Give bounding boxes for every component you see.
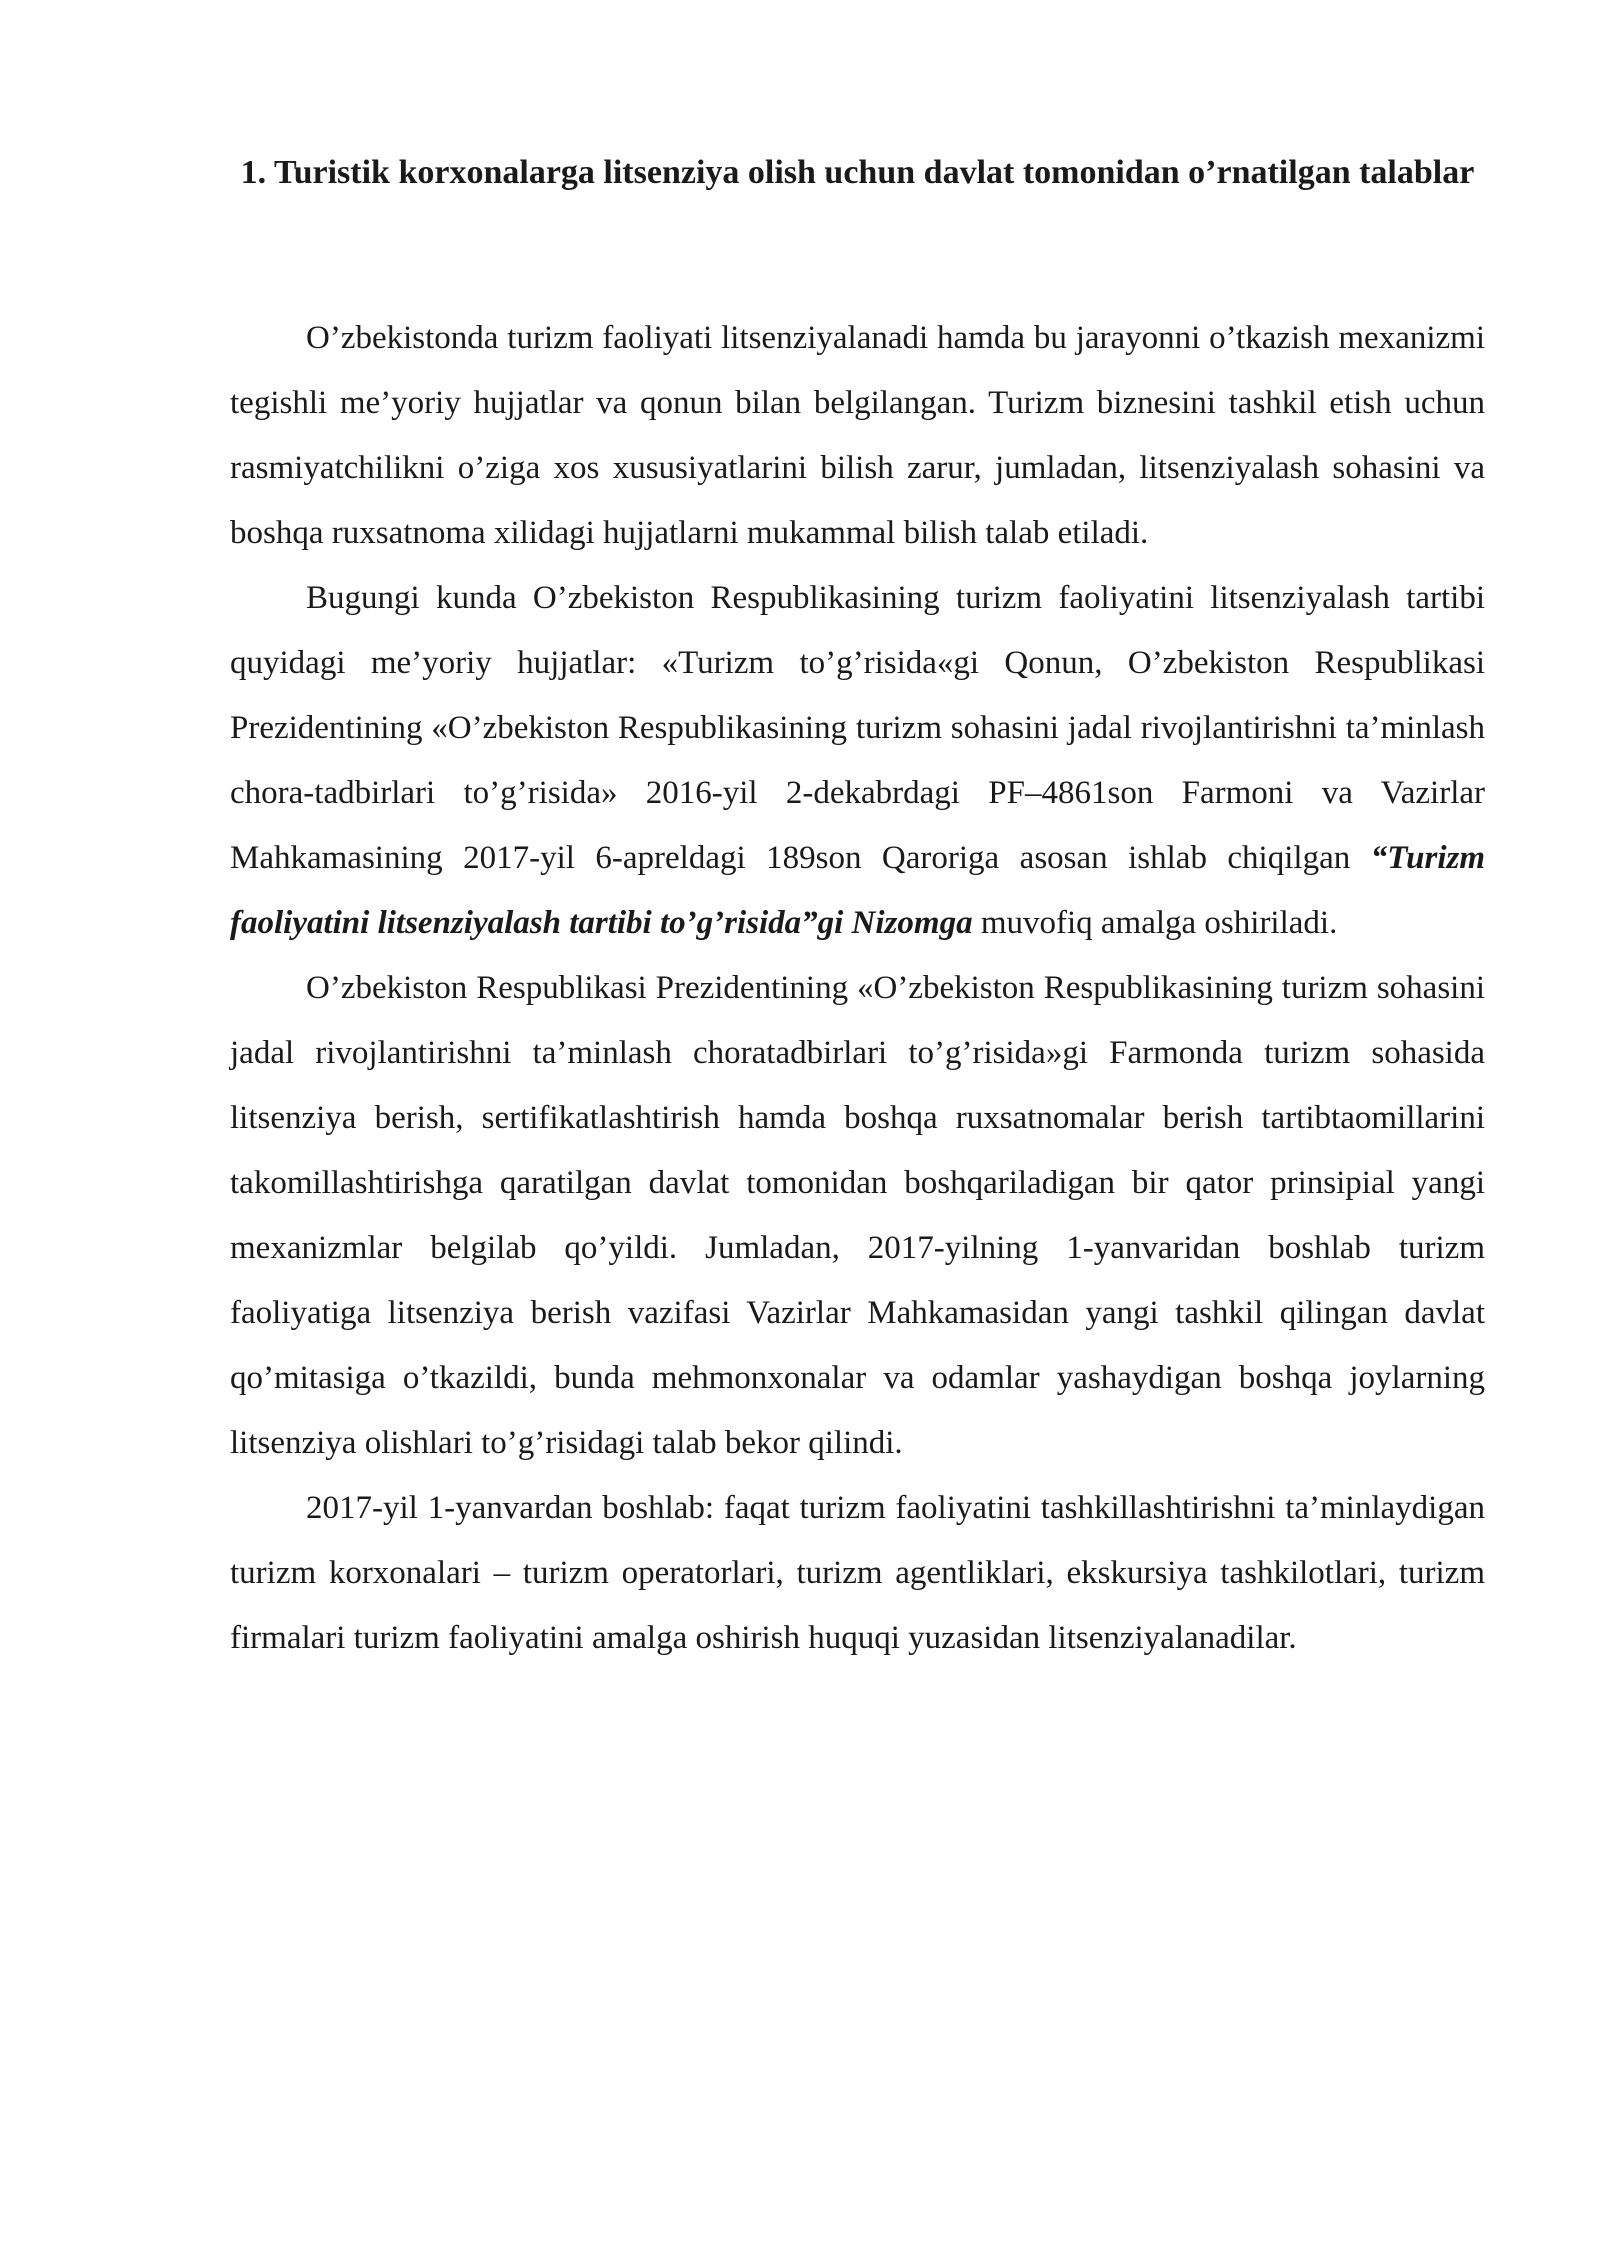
document-page	[230, 140, 1485, 1671]
regulation-title-emphasis: “Turizm faoliyatini litsenziyalash tartibi to’g’risida”gi Nizomga	[230, 840, 1485, 941]
paragraph-licensing-intro: O’zbekistonda turizm faoliyati litsenziyalanadi hamda bu jarayonni o’tkazish mexanizmi tegishli me’yoriy hujjatlar va qonun bilan belgilangan. Turizm biznesini tashkil etish uchun rasmiyatchilikni o’ziga xos xususiyatlarini bilish zarur, jumladan, litsenziyalash sohasini va boshqa ruxsatnoma xilidagi hujjatlarni mukammal bilish talab etiladi.	[230, 320, 1485, 551]
paragraph-legal-basis-ending: muvofiq amalga oshiriladi.	[972, 905, 1338, 941]
paragraph-licensed-entities: 2017-yil 1-yanvardan boshlab: faqat turizm faoliyatini tashkillashtirishni ta’minlaydigan turizm korxonalari – turizm operatorlari, turizm agentliklari, ekskursiya tashkilotlari, turizm firmalari turizm faoliyatini amalga oshirish huquqi yuzasidan litsenziyalanadilar.	[230, 1490, 1485, 1656]
document-body	[230, 306, 1485, 1671]
paragraph-legal-basis	[230, 566, 1485, 956]
section-heading: 1. Turistik korxonalarga litsenziya olish uchun davlat tomonidan o’rnatilgan talablar	[240, 154, 1475, 191]
paragraph-legal-basis-text: Bugungi kunda O’zbekiston Respublikasining turizm faoliyatini litsenziyalash tartibi quyidagi me’yoriy hujjatlar: «Turizm to’g’risida«gi Qonun, O’zbekiston Respublikasi Prezidentining «O’zbekiston Respublikasining turizm sohasini jadal rivojlantirishni ta’minlash chora-tadbirlari to’g’risida» 2016-yil 2-dekabrdagi PF–4861son Farmoni va Vazirlar Mahkamasining 2017-yil 6-apreldagi 189son Qaroriga asosan ishlab chiqilgan	[230, 580, 1485, 876]
paragraph-presidential-decree: O’zbekiston Respublikasi Prezidentining «O’zbekiston Respublikasining turizm sohasini jadal rivojlantirishni ta’minlash choratadbirlari to’g’risida»gi Farmonda turizm sohasida litsenziya berish, sertifikatlashtirish hamda boshqa ruxsatnomalar berish tartibtaomillarini takomillashtirishga qaratilgan davlat tomonidan boshqariladigan bir qator prinsipial yangi mexanizmlar belgilab qo’yildi. Jumladan, 2017-yilning 1-yanvaridan boshlab turizm faoliyatiga litsenziya berish vazifasi Vazirlar Mahkamasidan yangi tashkil qilingan davlat qo’mitasiga o’tkazildi, bunda mehmonxonalar va odamlar yashaydigan boshqa joylarning litsenziya olishlari to’g’risidagi talab bekor qilindi.	[230, 970, 1485, 1461]
